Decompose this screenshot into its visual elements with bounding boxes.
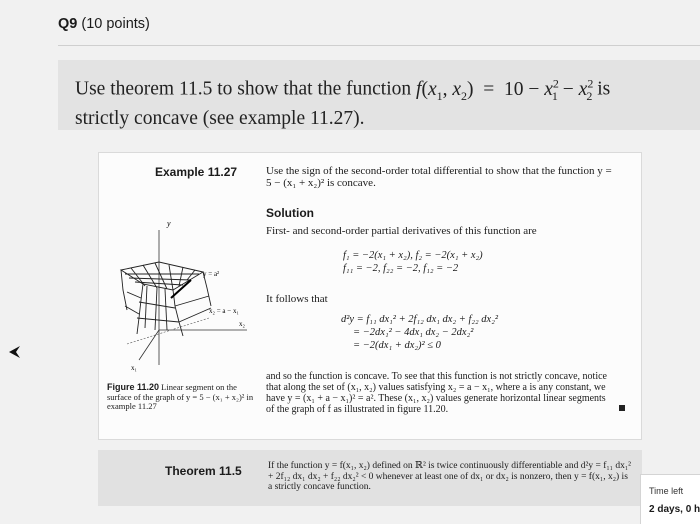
time-left-panel <box>640 474 700 524</box>
prompt-text-end: is <box>592 78 611 100</box>
prompt-text-start: Use theorem 11.5 to show that the function <box>75 78 417 100</box>
total-differential-equations <box>341 313 498 352</box>
partials-line-1: f₁ = −2(x₁ + x₂), f₂ = −2(x₁ + x₂) <box>343 250 483 261</box>
time-left-label: Time left <box>649 486 684 496</box>
figure-caption-text: Linear segment on the surface of the graph of y = 5 − (x₁ + x₂)² in example 11.27 <box>107 382 254 411</box>
question-points: (10 points) <box>81 16 150 32</box>
question-prompt <box>58 60 700 130</box>
prompt-line-2: strictly concave (see example 11.27). <box>75 108 365 130</box>
conclusion-text: and so the function is concave. To see that this function is not strictly concave, notice that along the set of (x₁, x₂) values satisfying x₂ = a − x₁, where a is any constant, we have y = (x₁ + a − x₁)² = a². These (x₁, x₂) values generate horizontal linear segments of the graph of f as illustrated in figure 11.20. <box>266 371 607 415</box>
theorem-text: If the function y = f(x₁, x₂) defined on ℝ² is twice continuously differentiable and d²y = f₁₁ dx₁² + 2f₁₂ dx₁ dx₂ + f₂₂ dx₂² < 0 whenever at least one of dx₁ or dx₂ is nonzero, then y = f(x₁, x₂) is a strictly concave function. <box>268 461 632 492</box>
figure-caption <box>107 383 257 412</box>
partials-line-2: f₁₁ = −2, f₂₂ = −2, f₁₂ = −2 <box>343 263 459 274</box>
partials-equations <box>343 249 483 275</box>
mouse-cursor-icon <box>8 345 21 359</box>
theorem-label: Theorem 11.5 <box>165 464 242 478</box>
x2-equals-a-minus-x1-line <box>127 318 209 344</box>
solution-intro: First- and second-order partial derivatives of this function are <box>266 225 537 237</box>
function-args: ($x_1$, $x_2) = 10 - x^2_1 - x^2_2$ <box>421 76 594 104</box>
example-statement-line-1: Use the sign of the second-order total differential to show that the function y = <box>266 165 612 177</box>
surface-graph-figure <box>113 210 253 385</box>
header-divider <box>58 45 700 46</box>
theorem-image <box>98 450 642 506</box>
solution-heading: Solution <box>266 206 314 220</box>
figure-caption-label: Figure 11.20 <box>107 382 160 392</box>
it-follows-text: It follows that <box>266 293 328 305</box>
surface-mesh <box>121 262 211 336</box>
label-y: y <box>167 219 171 228</box>
diff-line-1: d²y = f₁₁ dx₁² + 2f₁₂ dx₁ dx₂ + f₂₂ dx₂² <box>341 314 499 325</box>
time-left-value: 2 days, 0 h <box>649 504 700 515</box>
label-x1: x₁ <box>131 364 137 372</box>
label-x2: x₂ <box>239 320 245 328</box>
diff-line-3: = −2(dx₁ + dx₂)² ≤ 0 <box>353 340 441 351</box>
example-image <box>98 152 642 440</box>
label-y-equals-a2: y = a² <box>203 270 220 278</box>
question-number: Q9 <box>58 16 78 32</box>
diff-line-2: = −2dx₁² − 4dx₁ dx₂ − 2dx₂² <box>353 327 474 338</box>
end-of-example-mark <box>619 405 625 411</box>
function-formula: f <box>416 78 422 100</box>
question-header <box>58 16 150 32</box>
x1-axis <box>139 330 159 360</box>
example-label: Example 11.27 <box>155 165 238 179</box>
example-statement <box>266 165 626 189</box>
prompt-line-1 <box>75 72 684 107</box>
label-line: x₂ = a − x₁ <box>209 307 239 315</box>
example-statement-line-2: 5 − (x₁ + x₂)² is concave. <box>266 177 376 189</box>
